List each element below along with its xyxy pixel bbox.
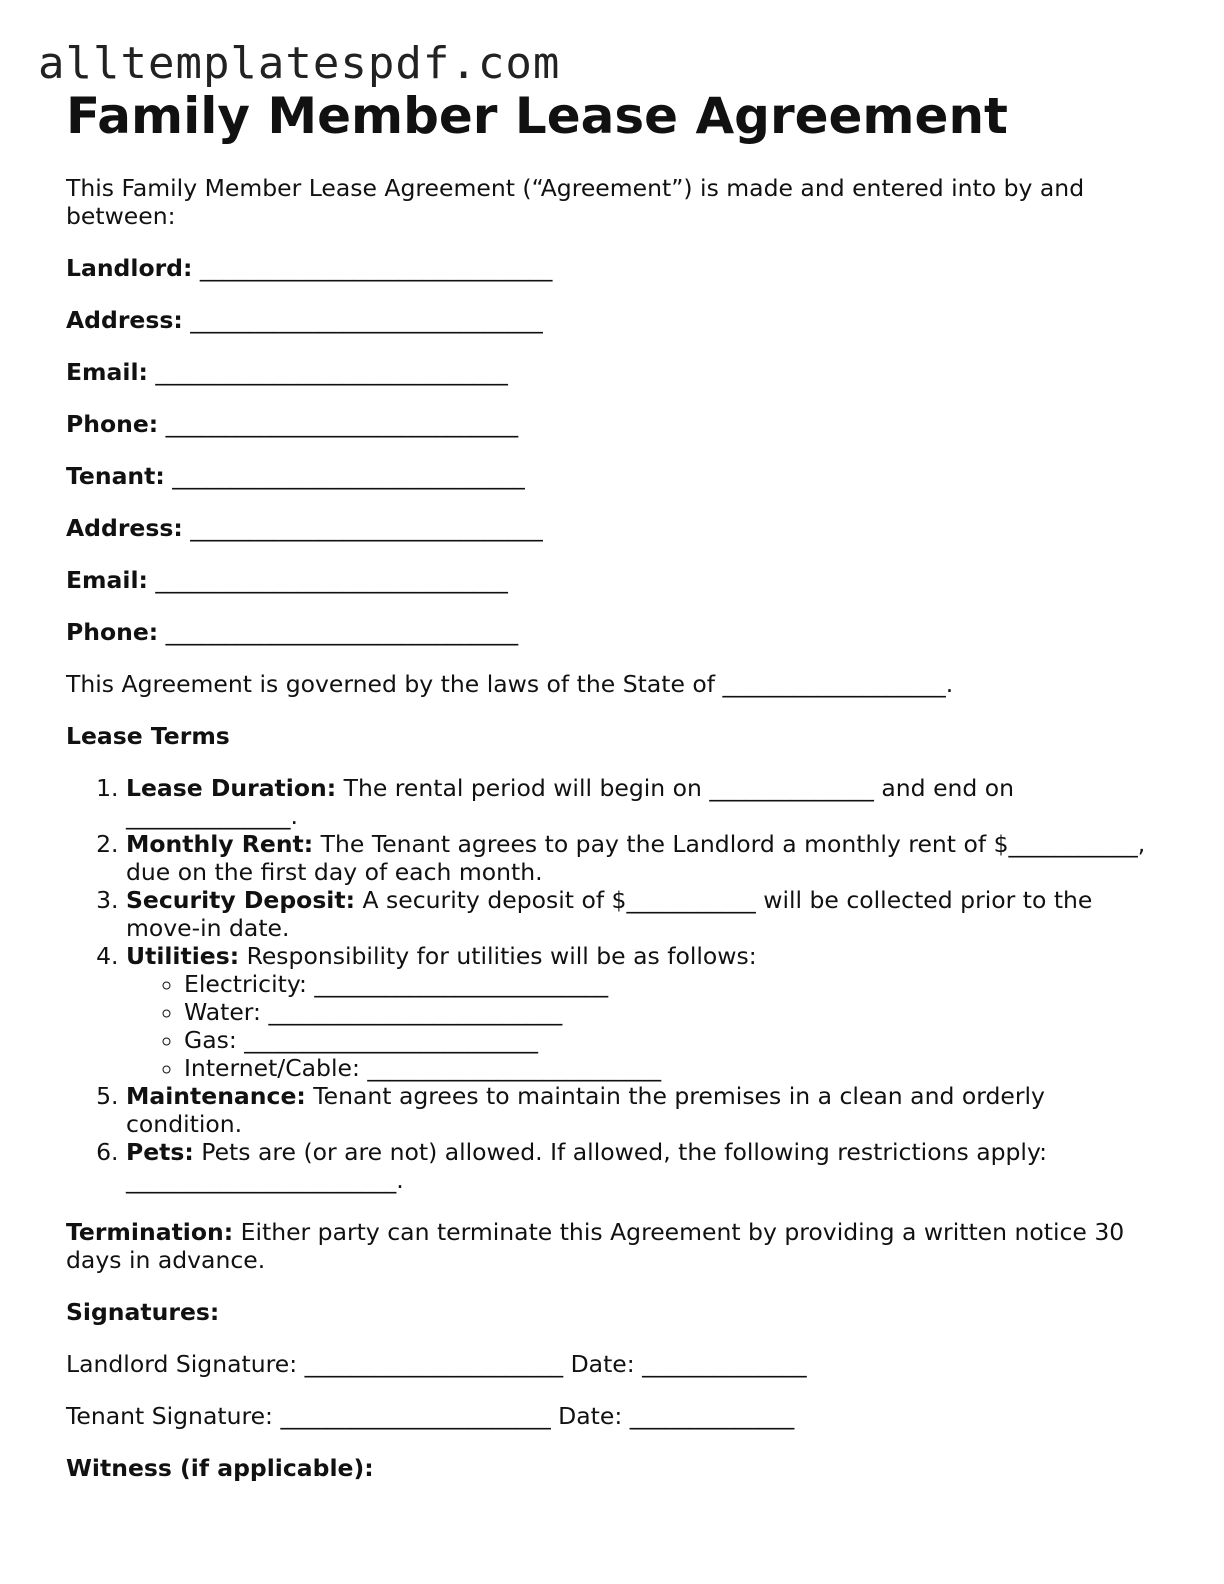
field-label: Landlord: (66, 254, 193, 282)
intro-paragraph: This Family Member Lease Agreement (“Agreement”) is made and entered into by and between: (66, 174, 1085, 230)
term-text: Tenant agrees to maintain the premises in a clean and orderly condition. (126, 1082, 1045, 1138)
term-label: Pets: (126, 1138, 194, 1166)
term-label: Lease Duration: (126, 774, 337, 802)
termination-label: Termination: (66, 1218, 234, 1246)
landlord-name-blank[interactable]: ______________________________ (199, 254, 553, 282)
term-text: Responsibility for utilities will be as follows: (239, 942, 757, 970)
term-label: Utilities: (126, 942, 240, 970)
termination-text: Either party can terminate this Agreement by providing a written notice 30 days in advance. (66, 1218, 1125, 1274)
term-lease-duration (126, 774, 1146, 830)
field-label: Address: (66, 514, 183, 542)
landlord-address-blank[interactable]: ______________________________ (190, 306, 543, 334)
landlord-email-field (66, 358, 1146, 386)
term-security-deposit (126, 886, 1146, 942)
lease-terms-heading: Lease Terms (66, 722, 230, 750)
field-label: Phone: (66, 410, 159, 438)
utility-electricity: ◦ Electricity: _________________________ (184, 970, 1146, 998)
signatures-heading: Signatures: (66, 1298, 220, 1326)
tenant-signature-line[interactable]: Tenant Signature: _______________________ Date: ______________ (66, 1402, 795, 1430)
term-label: Monthly Rent: (126, 830, 314, 858)
utility-internet-cable: ◦ Internet/Cable: _________________________ (184, 1054, 1146, 1082)
tenant-name-field (66, 462, 1146, 490)
term-label: Maintenance: (126, 1082, 306, 1110)
tenant-name-blank[interactable]: ______________________________ (172, 462, 525, 490)
term-text: Pets are (or are not) allowed. If allowed, the following restrictions apply: _______________________. (126, 1138, 1048, 1194)
term-label: Security Deposit: (126, 886, 355, 914)
landlord-address-field (66, 306, 1146, 334)
landlord-phone-blank[interactable]: ______________________________ (165, 410, 519, 438)
term-utilities (126, 942, 1146, 1082)
document-title: Family Member Lease Agreement (66, 87, 1008, 145)
field-label: Email: (66, 358, 148, 386)
utility-water: ◦ Water: _________________________ (184, 998, 1146, 1026)
tenant-email-blank[interactable]: ______________________________ (155, 566, 508, 594)
field-label: Email: (66, 566, 148, 594)
landlord-name-field (66, 254, 1146, 282)
witness-heading: Witness (if applicable): (66, 1454, 374, 1482)
field-label: Phone: (66, 618, 159, 646)
term-text: The Tenant agrees to pay the Landlord a monthly rent of $___________, due on the first day of each month. (126, 830, 1146, 886)
tenant-phone-blank[interactable]: ______________________________ (165, 618, 519, 646)
lease-terms-list (66, 774, 1146, 1194)
field-label: Address: (66, 306, 183, 334)
field-label: Tenant: (66, 462, 165, 490)
utility-gas: ◦ Gas: _________________________ (184, 1026, 1146, 1054)
landlord-phone-field (66, 410, 1146, 438)
watermark-text: alltemplatespdf.com (38, 38, 561, 89)
term-text: A security deposit of $___________ will be collected prior to the move-in date. (126, 886, 1093, 942)
term-maintenance (126, 1082, 1146, 1138)
landlord-signature-line[interactable]: Landlord Signature: ______________________ Date: ______________ (66, 1350, 807, 1378)
tenant-address-field (66, 514, 1146, 542)
governing-law-paragraph: This Agreement is governed by the laws of the State of ___________________. (66, 670, 954, 698)
tenant-address-blank[interactable]: ______________________________ (190, 514, 543, 542)
term-monthly-rent (126, 830, 1146, 886)
document-body (66, 174, 1146, 1506)
landlord-email-blank[interactable]: ______________________________ (155, 358, 508, 386)
utilities-list (126, 970, 1146, 1082)
termination-paragraph (66, 1218, 1146, 1274)
tenant-phone-field (66, 618, 1146, 646)
term-text: The rental period will begin on ______________ and end on ______________. (126, 774, 1015, 830)
tenant-email-field (66, 566, 1146, 594)
term-pets (126, 1138, 1146, 1194)
